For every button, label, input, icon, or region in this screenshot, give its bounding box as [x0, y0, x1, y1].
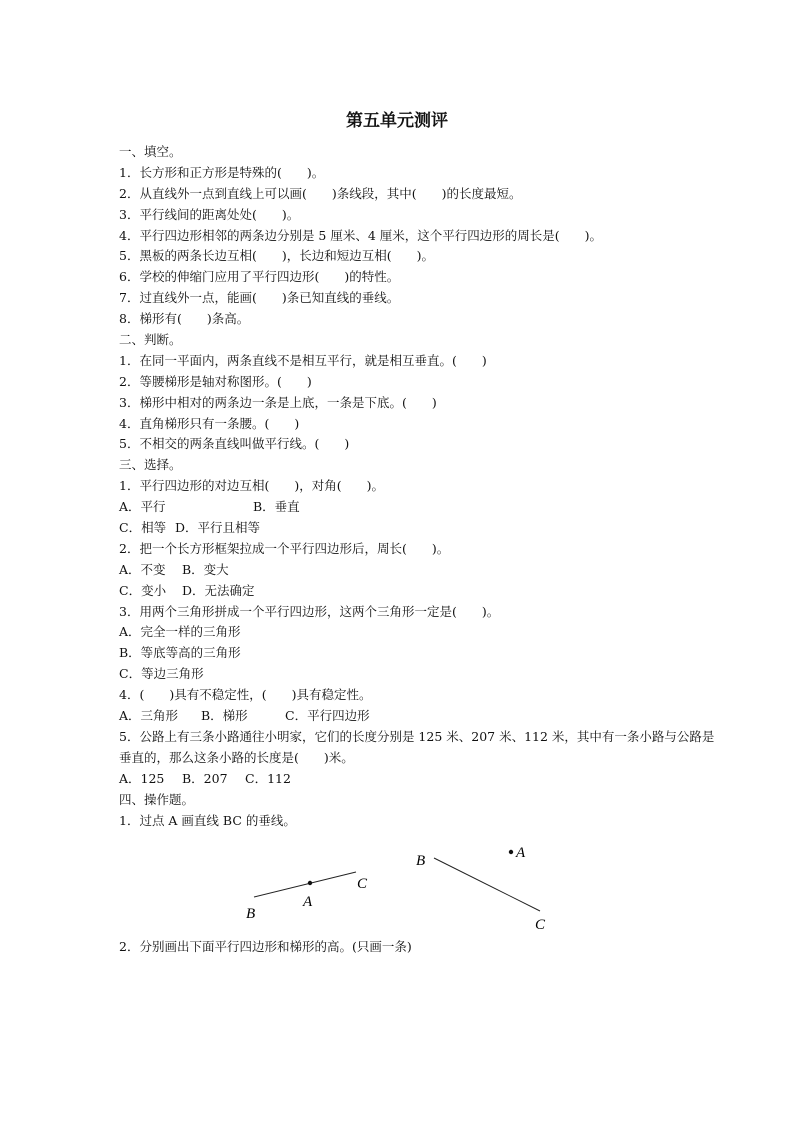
label-a-left: A: [303, 894, 313, 910]
fill-item-2: 2．从直线外一点到直线上可以画( )条线段，其中( )的长度最短。: [119, 185, 522, 201]
judge-item-3: 3．梯形中相对的两条边一条是上底，一条是下底。( ): [119, 394, 437, 410]
choice-q2-stem: 2．把一个长方形框架拉成一个平行四边形后，周长( )。: [119, 540, 450, 556]
judge-item-5: 5．不相交的两条直线叫做平行线。( ): [119, 436, 350, 452]
fill-item-6: 6．学校的伸缩门应用了平行四边形( )的特性。: [119, 269, 400, 285]
judge-item-1: 1．在同一平面内，两条直线不是相互平行，就是相互垂直。( ): [119, 352, 487, 368]
left-line-figure: [246, 872, 368, 922]
point-a-off-line: [509, 850, 513, 854]
choice-q4-option-c: C．平行四边形: [285, 708, 370, 724]
choice-q5-option-b: B．207: [182, 770, 228, 786]
label-c-left: C: [357, 876, 368, 892]
fill-item-1: 1．长方形和正方形是特殊的( )。: [119, 164, 325, 180]
choice-q3-stem: 3．用两个三角形拼成一个平行四边形，这两个三角形一定是( )。: [119, 603, 500, 619]
right-line-figure: [416, 845, 546, 933]
line-bc-right: [434, 858, 540, 911]
choice-q4-stem: 4．( )具有不稳定性，( )具有稳定性。: [119, 687, 372, 703]
choice-q2-option-d: D．无法确定: [182, 582, 255, 598]
choice-q4-option-a: A．三角形: [119, 708, 179, 724]
choice-q3-option-c: C．等边三角形: [119, 666, 204, 682]
operate-q2: 2．分别画出下面平行四边形和梯形的高。(只画一条): [119, 939, 412, 954]
choice-q2-option-a: A．不变: [119, 561, 166, 577]
choice-q2-option-b: B．变大: [182, 561, 229, 577]
choice-q5-option-a: A．125: [119, 770, 165, 786]
fill-item-5: 5．黑板的两条长边互相( )，长边和短边互相( )。: [119, 248, 434, 264]
point-a-on-line: [308, 881, 312, 885]
judge-item-2: 2．等腰梯形是轴对称图形。( ): [119, 373, 312, 389]
choice-q5-option-c: C．112: [245, 770, 291, 786]
choice-q3-option-b: B．等底等高的三角形: [119, 645, 241, 661]
fill-item-3: 3．平行线间的距离处处( )。: [119, 206, 300, 222]
fill-item-8: 8．梯形有( )条高。: [119, 311, 250, 327]
section-heading-operate: 四、操作题。: [119, 791, 195, 807]
section-heading-fill: 一、填空。: [119, 144, 182, 159]
judge-item-4: 4．直角梯形只有一条腰。( ): [119, 415, 300, 431]
label-b-right: B: [416, 853, 426, 869]
choice-q1-stem: 1．平行四边形的对边互相( )，对角( )。: [119, 478, 384, 494]
choice-q5-stem: 5．公路上有三条小路通往小明家，它们的长度分别是 125 米、207 米、112 米，其中有一条小路与公路是垂直的，那么这条小路的长度是( )米。: [119, 728, 715, 765]
page-title: 第五单元测评: [346, 111, 448, 131]
choice-q1-option-b: B．垂直: [253, 499, 300, 515]
choice-q3-option-a: A．完全一样的三角形: [119, 624, 241, 640]
choice-q1-option-c: C．相等: [119, 520, 167, 536]
label-a-right: A: [516, 845, 526, 861]
choice-q1-option-d: D．平行且相等: [175, 520, 261, 536]
section-heading-judge: 二、判断。: [119, 332, 182, 348]
label-b-left: B: [246, 906, 256, 922]
choice-q2-option-c: C．变小: [119, 582, 167, 598]
fill-item-7: 7．过直线外一点，能画( )条已知直线的垂线。: [119, 290, 400, 306]
label-c-right: C: [535, 917, 546, 933]
choice-q1-option-a: A．平行: [119, 499, 166, 515]
choice-q4-option-b: B．梯形: [201, 708, 248, 724]
fill-item-4: 4．平行四边形相邻的两条边分别是 5 厘米、4 厘米，这个平行四边形的周长是( )。: [119, 227, 603, 243]
operate-q1: 1．过点 A 画直线 BC 的垂线。: [119, 812, 296, 828]
section-heading-choice: 三、选择。: [119, 457, 182, 473]
